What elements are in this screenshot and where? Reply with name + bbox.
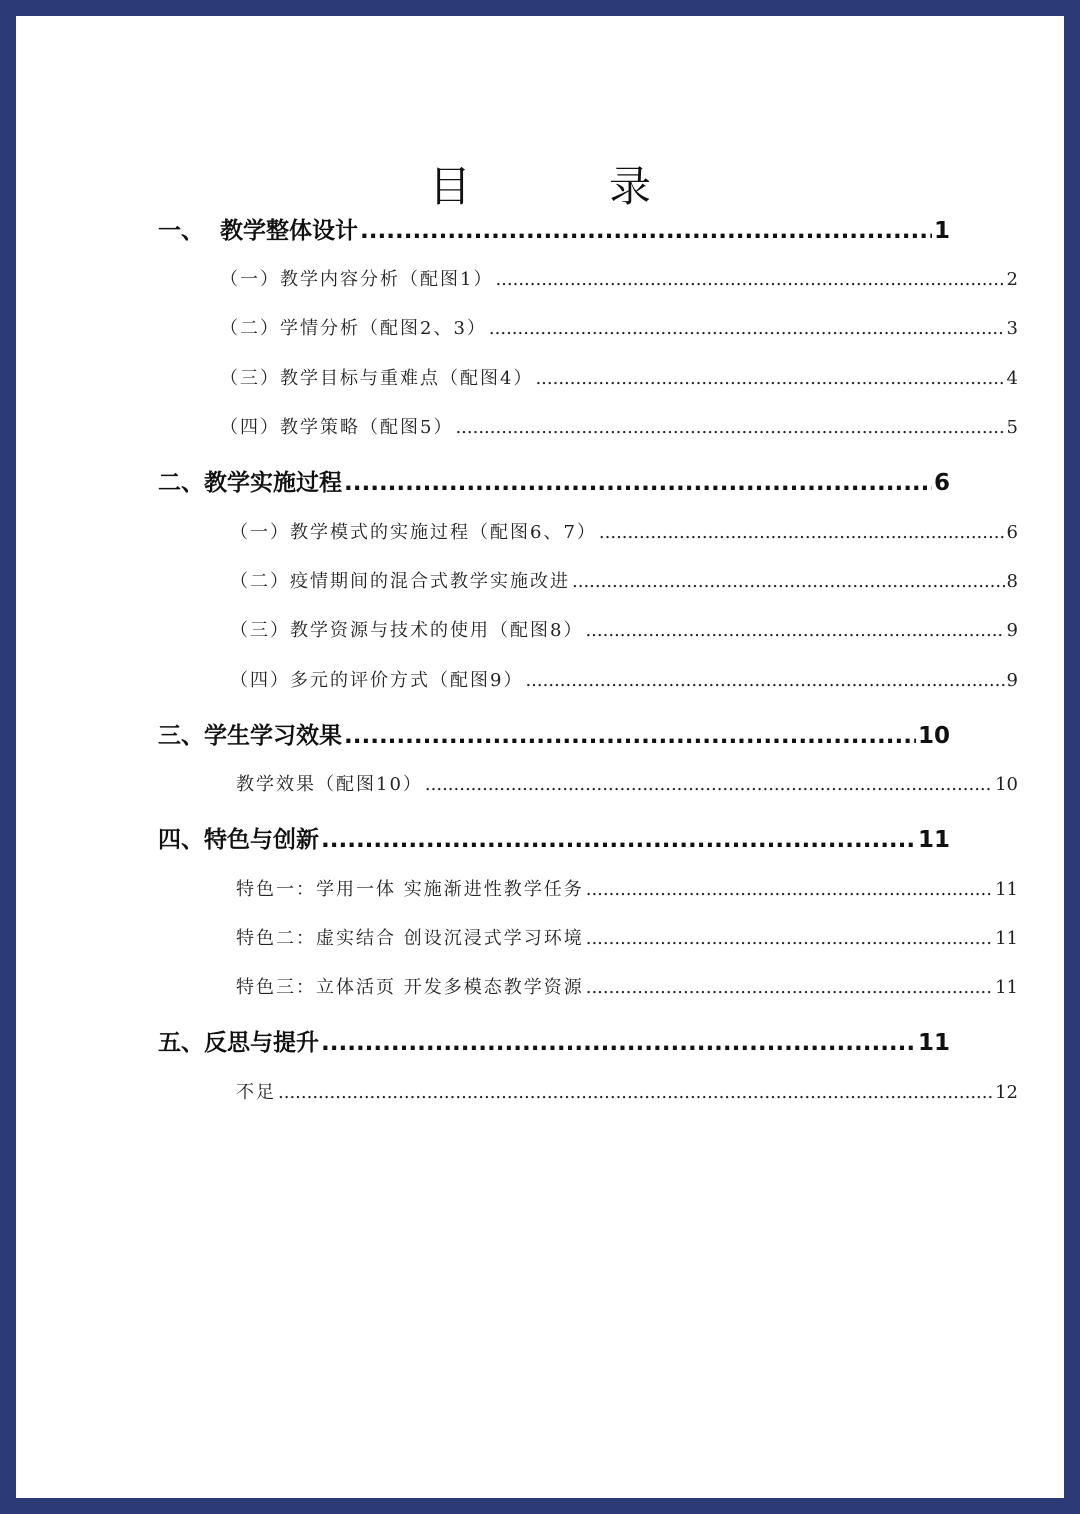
toc-item-label: （四）教学策略（配图5）	[220, 417, 454, 438]
toc-item-label: （一）教学模式的实施过程（配图6、7）	[230, 522, 597, 543]
leader-dots	[586, 928, 993, 949]
toc-page-number: 8	[1006, 571, 1018, 592]
toc-page-number: 6	[933, 470, 950, 496]
toc-page-number: 11	[995, 879, 1018, 900]
leader-dots	[321, 1030, 916, 1056]
leader-dots	[489, 318, 1005, 339]
toc-page-number: 11	[917, 1030, 950, 1056]
leader-dots	[425, 774, 993, 795]
toc-item[interactable]	[220, 413, 1018, 441]
toc-section-label: 三、学生学习效果	[158, 723, 342, 749]
leader-dots	[599, 522, 1005, 543]
toc-item-label: （一）教学内容分析（配图1）	[220, 269, 494, 290]
toc-section-label: 一、 教学整体设计	[158, 218, 359, 244]
toc-item-label: 特色三：立体活页 开发多模态教学资源	[236, 977, 584, 998]
toc-item-label: （二）疫情期间的混合式教学实施改进	[230, 571, 570, 592]
toc-page-number: 2	[1006, 269, 1018, 290]
leader-dots	[585, 620, 1004, 641]
toc-item[interactable]	[236, 1078, 1018, 1106]
leader-dots	[344, 723, 916, 749]
leader-dots	[525, 670, 1004, 691]
toc-page-number: 6	[1006, 522, 1018, 543]
toc-section-1[interactable]	[158, 212, 950, 244]
leader-dots	[455, 417, 1004, 438]
toc-item[interactable]	[220, 265, 1018, 293]
toc-section-label: 二、教学实施过程	[158, 470, 342, 496]
toc-page-number: 11	[995, 928, 1018, 949]
toc-section-label: 五、反思与提升	[158, 1030, 319, 1056]
toc-section-2[interactable]	[158, 464, 950, 496]
leader-dots	[344, 470, 932, 496]
toc-item-label: 特色一：学用一体 实施渐进性教学任务	[236, 879, 584, 900]
toc-item[interactable]	[236, 770, 1018, 798]
toc-page-number: 9	[1006, 670, 1018, 691]
toc-page-number: 10	[995, 774, 1018, 795]
leader-dots	[278, 1082, 993, 1103]
toc-item[interactable]	[236, 973, 1018, 1001]
toc-item-label: （二）学情分析（配图2、3）	[220, 318, 487, 339]
toc-item[interactable]	[220, 364, 1018, 392]
toc-section-4[interactable]	[158, 821, 950, 853]
leader-dots	[572, 571, 1005, 592]
toc-item-label: （三）教学资源与技术的使用（配图8）	[230, 620, 584, 641]
leader-dots	[586, 977, 993, 998]
toc-item[interactable]	[230, 666, 1018, 694]
toc-section-label: 四、特色与创新	[158, 827, 319, 853]
toc-title: 目 录	[428, 162, 699, 211]
toc-section-3[interactable]	[158, 717, 950, 749]
toc-item[interactable]	[230, 616, 1018, 644]
toc-page-number: 3	[1006, 318, 1018, 339]
toc-item-label: 不足	[236, 1082, 276, 1103]
toc-item-label: （三）教学目标与重难点（配图4）	[220, 368, 534, 389]
toc-page-number: 5	[1006, 417, 1018, 438]
toc-page-number: 1	[933, 218, 950, 244]
leader-dots	[495, 269, 1004, 290]
toc-item-label: 特色二：虚实结合 创设沉浸式学习环境	[236, 928, 584, 949]
document-page	[16, 16, 1064, 1498]
toc-item[interactable]	[230, 518, 1018, 546]
toc-page-number: 11	[995, 977, 1018, 998]
toc-page-number: 11	[917, 827, 950, 853]
toc-item-label: （四）多元的评价方式（配图9）	[230, 670, 524, 691]
toc-item[interactable]	[236, 875, 1018, 903]
toc-item[interactable]	[220, 314, 1018, 342]
toc-item[interactable]	[236, 924, 1018, 952]
toc-item-label: 教学效果（配图10）	[236, 774, 423, 795]
leader-dots	[535, 368, 1004, 389]
toc-page-number: 10	[917, 723, 950, 749]
toc-item[interactable]	[230, 567, 1018, 595]
toc-page-number: 9	[1006, 620, 1018, 641]
toc-page-number: 12	[995, 1082, 1018, 1103]
leader-dots	[360, 218, 932, 244]
toc-page-number: 4	[1006, 368, 1018, 389]
leader-dots	[586, 879, 993, 900]
toc-section-5[interactable]	[158, 1024, 950, 1056]
leader-dots	[321, 827, 916, 853]
